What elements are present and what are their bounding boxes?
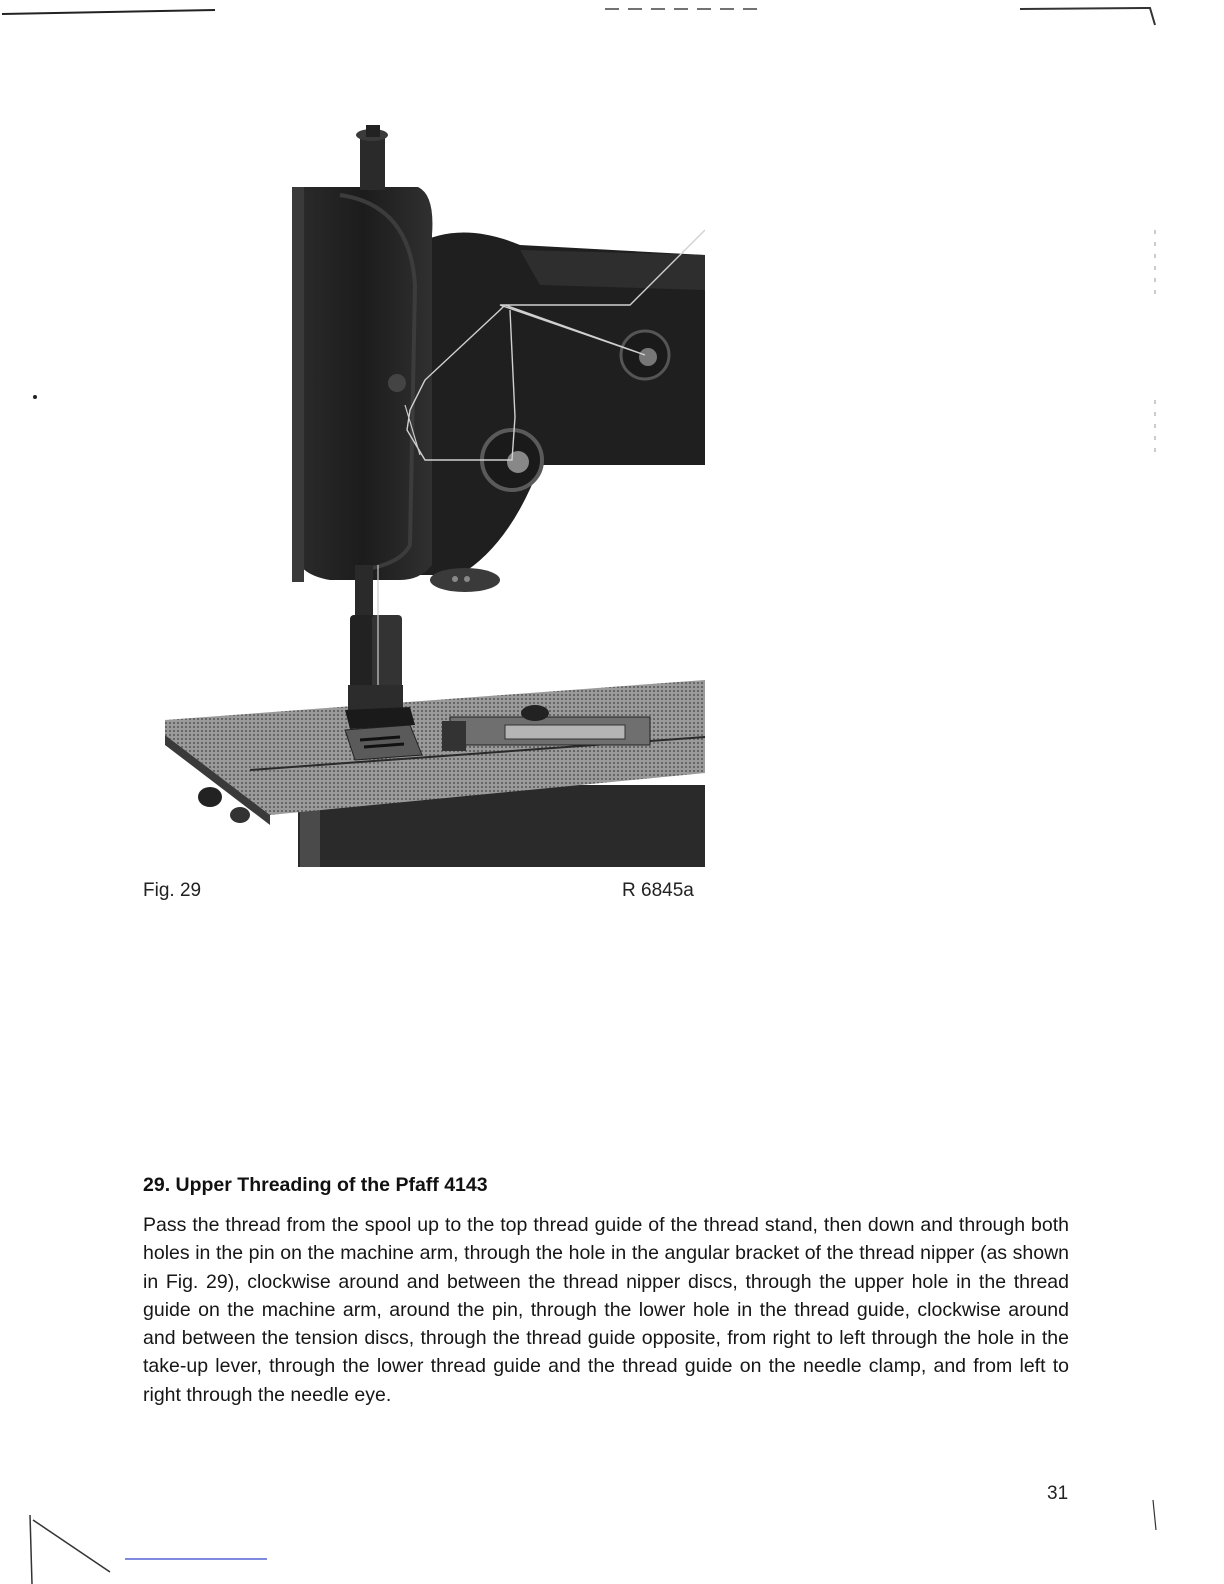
figure-number: Fig. 29	[143, 880, 202, 901]
section-body-text: Pass the thread from the spool up to the top thread guide of the thread stand, then down and through both holes in the pin on the machine arm, through the hole in the angular bracket of the thread nipper (as shown in Fig. 29), clockwise around and between the thread nipper discs, through the upper hole in the thread guide on the machine arm, around the pin, through the lower hole in the thread guide, clockwise around and between the tension discs, through the thread guide opposite, from right to left through the hole in the take-up lever, through the lower thread guide and the thread guide on the needle clamp, and from left to right through the needle eye.	[143, 1214, 1069, 1406]
page-number: 31	[1047, 1483, 1069, 1504]
figure-reference-code: R 6845a	[622, 880, 694, 901]
machine-photo	[160, 125, 705, 867]
section-heading: 29. Upper Threading of the Pfaff 4143	[143, 1174, 488, 1196]
